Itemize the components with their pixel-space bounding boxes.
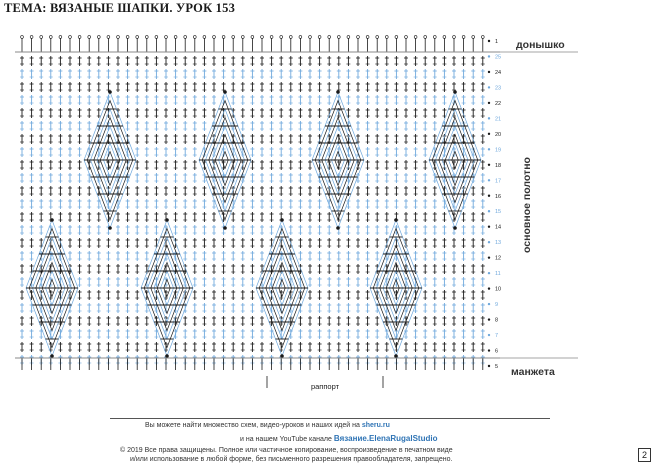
row-marker [488, 210, 490, 212]
page-number: 2 [638, 448, 651, 462]
site-link[interactable]: sheru.ru [361, 422, 390, 429]
row-marker [488, 287, 490, 289]
row-number: 24 [495, 69, 502, 76]
bottom-section-label: манжета [511, 366, 555, 378]
row-marker [488, 195, 490, 197]
row-marker [488, 272, 490, 274]
stitch-column [423, 36, 427, 370]
row-number: 13 [495, 240, 502, 247]
row-number: 17 [495, 178, 502, 185]
stitch-column [126, 36, 130, 370]
stitch-column [366, 36, 370, 370]
stitch-column [346, 36, 350, 370]
stitch-column [78, 36, 82, 370]
stitch-columns [20, 36, 485, 370]
stitch-column [414, 36, 418, 370]
stitch-column [202, 36, 206, 370]
stitch-column [20, 36, 24, 370]
stitch-column [250, 36, 254, 370]
row-number: 20 [495, 131, 502, 138]
row-number: 9 [495, 302, 499, 309]
row-number: 18 [495, 162, 502, 169]
youtube-link[interactable]: Вязание.ElenaRugalStudio [333, 434, 438, 443]
diamond-motif [84, 90, 136, 230]
stitch-column [471, 36, 475, 370]
stitch-column [375, 36, 379, 370]
stitch-column [327, 36, 331, 370]
stitch-column [481, 36, 485, 370]
row-marker [488, 303, 490, 305]
row-marker [488, 334, 490, 336]
stitch-column [318, 36, 322, 370]
row-number: 7 [495, 333, 499, 340]
row-marker [488, 179, 490, 181]
stitch-column [193, 36, 197, 370]
stitch-column [337, 36, 341, 370]
stitch-column [433, 36, 437, 370]
stitch-column [87, 36, 91, 370]
body-section-label: основное полотно [521, 157, 533, 253]
row-marker [488, 117, 490, 119]
stitch-column [68, 36, 72, 370]
row-number: 12 [495, 255, 502, 262]
row-marker [488, 226, 490, 228]
copyright-line: © 2019 Все права защищены. Полное или частичное копирование, воспроизведение в печатном виде [120, 447, 453, 454]
row-marker [488, 349, 490, 351]
stitch-column [260, 36, 264, 370]
row-marker [488, 148, 490, 150]
page-title: ТЕМА: ВЯЗАНЫЕ ШАПКИ. УРОК 153 [4, 1, 236, 15]
stitch-column [241, 36, 245, 370]
row-numbers [488, 39, 501, 370]
row-marker [488, 102, 490, 104]
row-number: 14 [495, 224, 502, 231]
stitch-column [404, 36, 408, 370]
row-number: 16 [495, 193, 502, 200]
row-marker [488, 71, 490, 73]
top-section-label: донышко [516, 39, 565, 51]
row-marker [488, 55, 490, 57]
rights-line: и/или использование в любой форме, без письменного разрешения правообладателя, запрещено. [130, 456, 453, 463]
row-number: 25 [495, 54, 502, 61]
row-number: 22 [495, 100, 502, 107]
stitch-column [30, 36, 34, 370]
row-marker [488, 133, 490, 135]
row-number: 21 [495, 116, 502, 123]
stitch-column [145, 36, 149, 370]
row-number: 1 [495, 39, 499, 45]
row-marker [488, 365, 490, 367]
row-marker [488, 40, 490, 42]
row-marker [488, 164, 490, 166]
row-number: 15 [495, 209, 502, 216]
row-number: 6 [495, 348, 499, 355]
footer-line-2: и на нашем YouTube канале Вязание.ElenaRugalStudio [240, 434, 438, 443]
stitch-column [442, 36, 446, 370]
row-number: 5 [495, 364, 499, 370]
stitch-column [356, 36, 360, 370]
stitch-column [135, 36, 139, 370]
row-marker [488, 241, 490, 243]
row-number: 8 [495, 317, 499, 324]
stitch-column [298, 36, 302, 370]
row-marker [488, 318, 490, 320]
footer [110, 418, 550, 463]
row-number: 23 [495, 85, 502, 92]
stitch-column [308, 36, 312, 370]
row-number: 19 [495, 147, 502, 154]
stitch-column [183, 36, 187, 370]
stitch-column [452, 36, 456, 370]
row-marker [488, 86, 490, 88]
repeat-label: раппорт [310, 382, 340, 391]
footer-line-1: Вы можете найти множество схем, видео-уроков и наших идей на sheru.ru [145, 422, 390, 429]
row-marker [488, 256, 490, 258]
row-number: 10 [495, 286, 502, 293]
row-number: 11 [495, 271, 501, 278]
